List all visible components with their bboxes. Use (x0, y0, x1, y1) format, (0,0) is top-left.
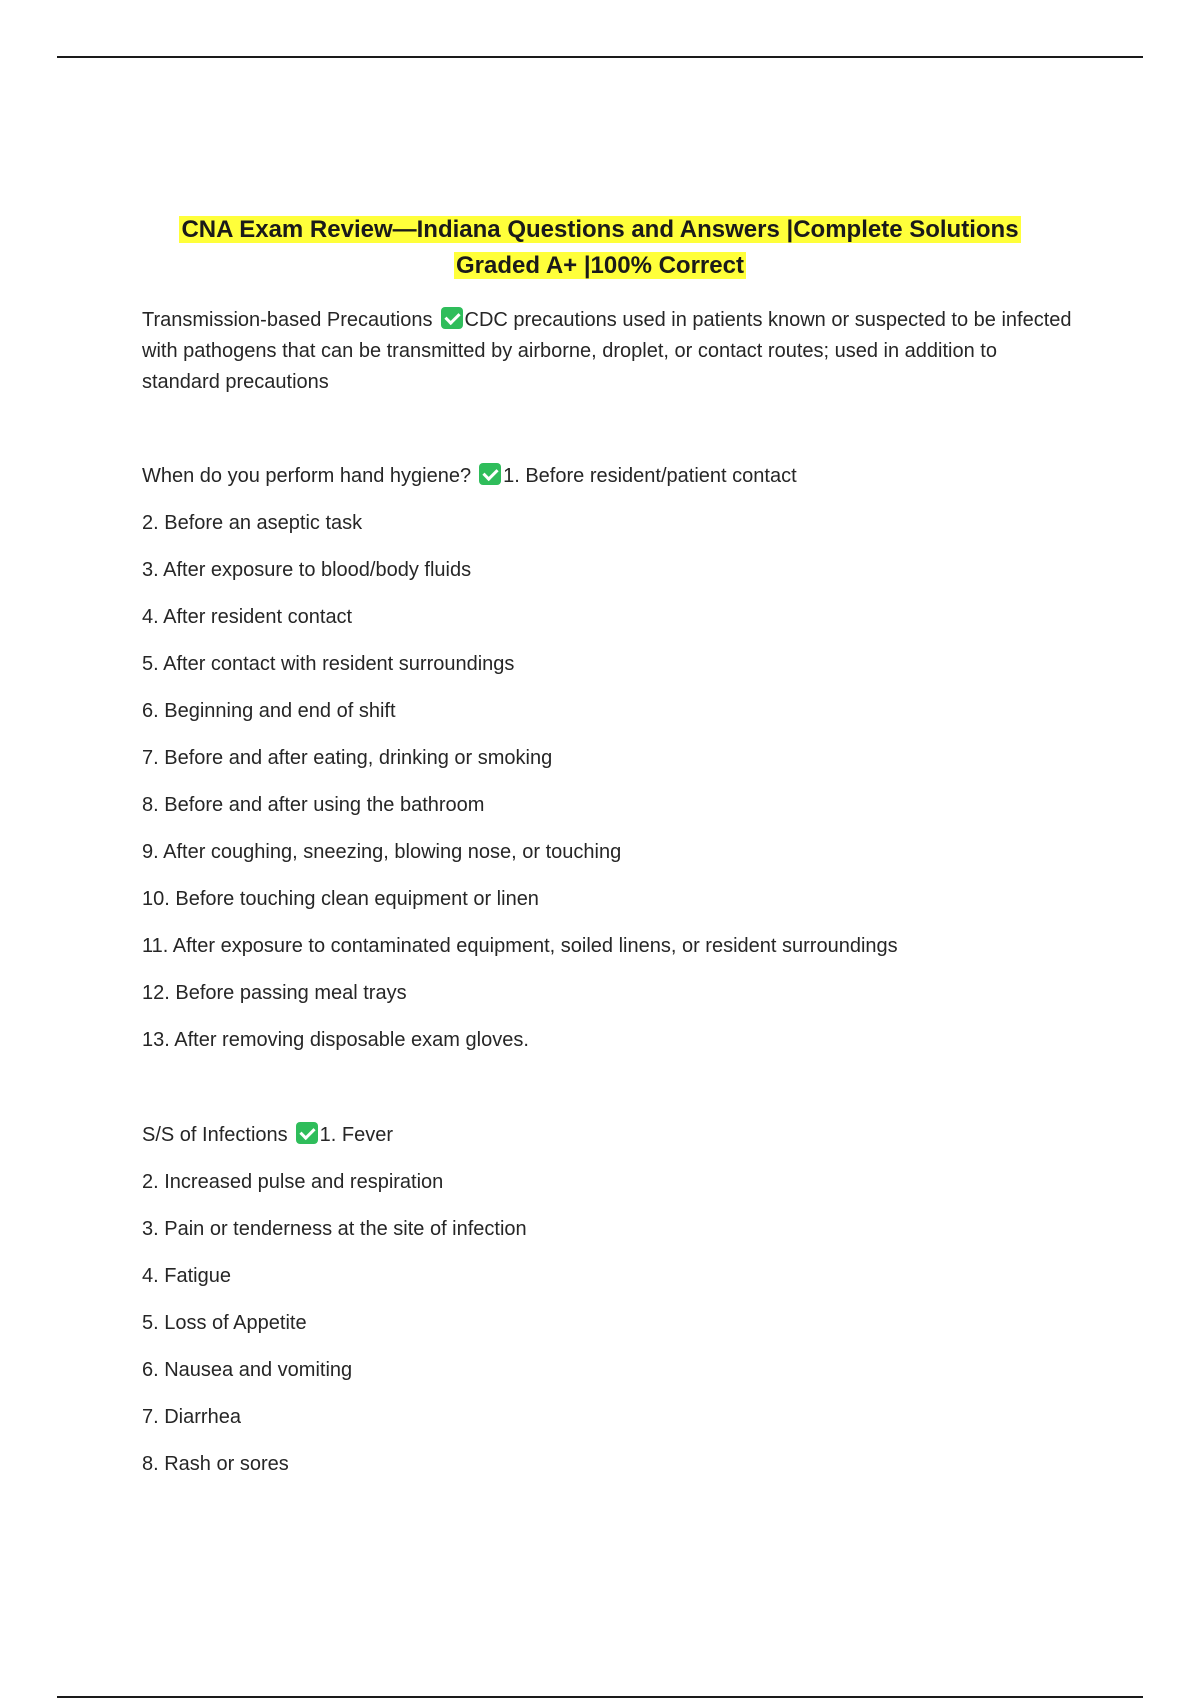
title-line-2-text: Graded A+ |100% Correct (456, 252, 744, 279)
answer-item: 9. After coughing, sneezing, blowing nose, or touching (142, 841, 622, 863)
question-line (142, 461, 1072, 492)
answer-item: 11. After exposure to contaminated equipment, soiled linens, or resident surroundings (142, 935, 898, 957)
qa-hand-hygiene (142, 461, 1072, 1056)
document-title (100, 212, 1100, 284)
qa-paragraph (142, 305, 1072, 398)
answer-item: 6. Beginning and end of shift (142, 700, 396, 722)
answer-item: 5. Loss of Appetite (142, 1312, 307, 1334)
document-body (142, 305, 1072, 1496)
answer-item: 13. After removing disposable exam gloves. (142, 1029, 529, 1051)
answer-text: CDC precautions used in patients known or suspected to be infected with pathogens that can be transmitted by airborne, droplet, or contact routes; used in addition to standard precautions (142, 309, 1072, 393)
answer-item: 5. After contact with resident surroundings (142, 653, 515, 675)
qa-signs-of-infection (142, 1120, 1072, 1480)
title-line-1-text: CNA Exam Review—Indiana Questions and Answers |Complete Solutions (181, 216, 1019, 243)
title-line-1 (100, 212, 1100, 248)
answer-item: 7. Diarrhea (142, 1406, 241, 1428)
check-mark-icon (296, 1122, 318, 1144)
footer-rule (57, 1696, 1143, 1698)
answer-item: 1. Fever (319, 1124, 393, 1146)
answer-item: 2. Increased pulse and respiration (142, 1171, 444, 1193)
answer-item: 12. Before passing meal trays (142, 982, 407, 1004)
answer-item: 4. After resident contact (142, 606, 353, 628)
answer-item: 8. Rash or sores (142, 1453, 289, 1475)
answer-item: 1. Before resident/patient contact (503, 465, 797, 487)
answer-item: 3. After exposure to blood/body fluids (142, 559, 472, 581)
answer-item: 3. Pain or tenderness at the site of infection (142, 1218, 527, 1240)
check-mark-icon (441, 307, 463, 329)
qa-transmission-precautions (142, 305, 1072, 398)
question-text: When do you perform hand hygiene? (142, 465, 472, 487)
question-text: S/S of Infections (142, 1124, 288, 1146)
answer-item: 10. Before touching clean equipment or linen (142, 888, 539, 910)
question-line (142, 1120, 1072, 1151)
header-rule (57, 56, 1143, 58)
check-mark-icon (479, 463, 501, 485)
answer-item: 7. Before and after eating, drinking or smoking (142, 747, 553, 769)
question-text: Transmission-based Precautions (142, 309, 433, 331)
answer-item: 2. Before an aseptic task (142, 512, 363, 534)
answer-item: 8. Before and after using the bathroom (142, 794, 485, 816)
answer-item: 6. Nausea and vomiting (142, 1359, 353, 1381)
title-line-2 (100, 248, 1100, 284)
answer-item: 4. Fatigue (142, 1265, 231, 1287)
